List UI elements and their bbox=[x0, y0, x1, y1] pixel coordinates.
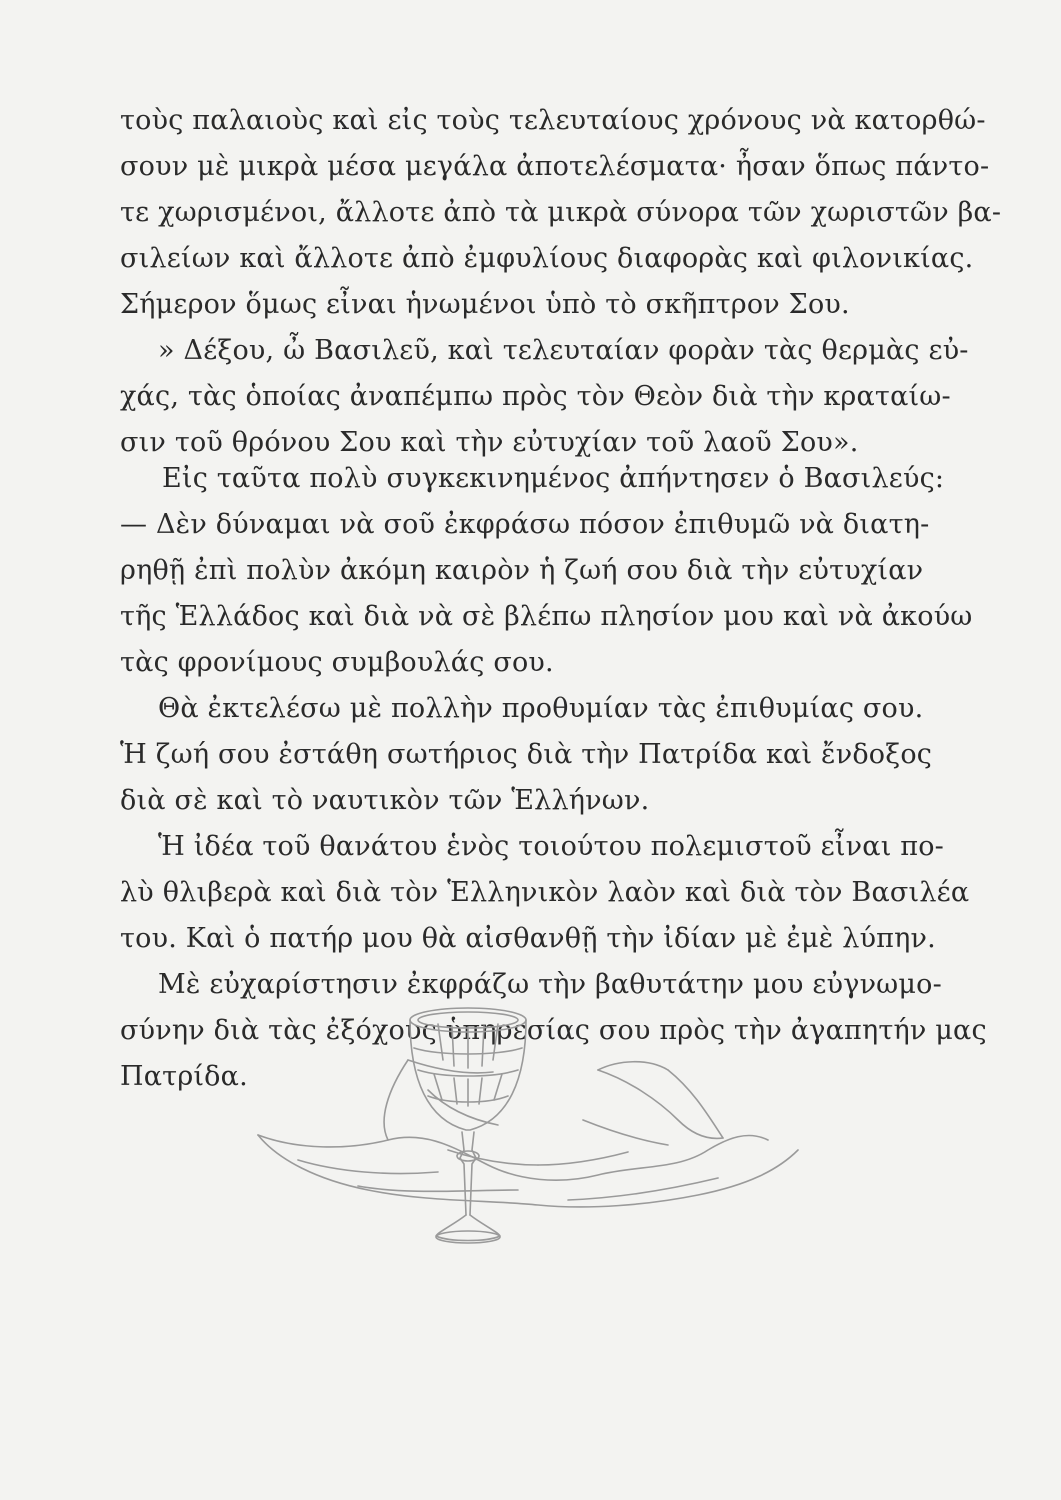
text-line: Ἡ ἰδέα τοῦ θανάτου ἑνὸς τοιούτου πολεμιστοῦ εἶναι πο- bbox=[158, 831, 944, 862]
text-line: σιλείων καὶ ἄλλοτε ἀπὸ ἐμφυλίους διαφορὰς καὶ φιλονικίας. bbox=[120, 243, 974, 274]
goblet-on-cloth-icon bbox=[238, 1000, 838, 1300]
text-block-top bbox=[120, 98, 1002, 466]
text-line: σουν μὲ μικρὰ μέσα μεγάλα ἀποτελέσματα· ἦσαν ὅπως πάντο- bbox=[120, 151, 990, 182]
text-line: τε χωρισμένοι, ἄλλοτε ἀπὸ τὰ μικρὰ σύνορα τῶν χωριστῶν βα- bbox=[120, 197, 1002, 228]
text-line: » Δέξου, ὦ Βασιλεῦ, καὶ τελευταίαν φορὰν τὰς θερμὰς εὐ- bbox=[158, 335, 969, 366]
text-line: διὰ σὲ καὶ τὸ ναυτικὸν τῶν Ἑλλήνων. bbox=[120, 785, 650, 816]
text-line: σιν τοῦ θρόνου Σου καὶ τὴν εὐτυχίαν τοῦ λαοῦ Σου». bbox=[120, 427, 859, 458]
text-line: Μὲ εὐχαρίστησιν ἐκφράζω τὴν βαθυτάτην μου εὐγνωμο- bbox=[158, 969, 942, 1000]
text-line: Θὰ ἐκτελέσω μὲ πολλὴν προθυμίαν τὰς ἐπιθυμίας σου. bbox=[158, 693, 924, 724]
text-line: χάς, τὰς ὁποίας ἀναπέμπω πρὸς τὸν Θεὸν διὰ τὴν κραταίω- bbox=[120, 381, 951, 412]
text-line: Σήμερον ὅμως εἶναι ἡνωμένοι ὑπὸ τὸ σκῆπτρον Σου. bbox=[120, 289, 850, 320]
text-line: λὺ θλιβερὰ καὶ διὰ τὸν Ἑλληνικὸν λαὸν καὶ διὰ τὸν Βασιλέα bbox=[120, 877, 970, 908]
text-line: Εἰς ταῦτα πολὺ συγκεκινημένος ἀπήντησεν ὁ Βασιλεύς: bbox=[162, 463, 945, 494]
text-line: τῆς Ἑλλάδος καὶ διὰ νὰ σὲ βλέπω πλησίον μου καὶ νὰ ἀκούω bbox=[120, 601, 973, 632]
text-line: Ἡ ζωή σου ἐστάθη σωτήριος διὰ τὴν Πατρίδα καὶ ἔνδοξος bbox=[120, 739, 933, 770]
text-line: — Δὲν δύναμαι νὰ σοῦ ἐκφράσω πόσον ἐπιθυμῶ νὰ διατη- bbox=[120, 509, 930, 540]
text-line: σύνην διὰ τὰς ἐξόχους ὑπηρεσίας σου πρὸς τὴν ἀγαπητήν μας bbox=[120, 1015, 987, 1046]
text-line: τοὺς παλαιοὺς καὶ εἰς τοὺς τελευταίους χρόνους νὰ κατορθώ- bbox=[120, 105, 986, 136]
text-line: Πατρίδα. bbox=[120, 1061, 248, 1092]
text-line: ρηθῇ ἐπὶ πολὺν ἀκόμη καιρὸν ἡ ζωή σου διὰ τὴν εὐτυχίαν bbox=[120, 555, 924, 586]
text-line: του. Καὶ ὁ πατήρ μου θὰ αἰσθανθῇ τὴν ἰδίαν μὲ ἐμὲ λύπην. bbox=[120, 923, 936, 954]
text-line: τὰς φρονίμους συμβουλάς σου. bbox=[120, 647, 554, 678]
